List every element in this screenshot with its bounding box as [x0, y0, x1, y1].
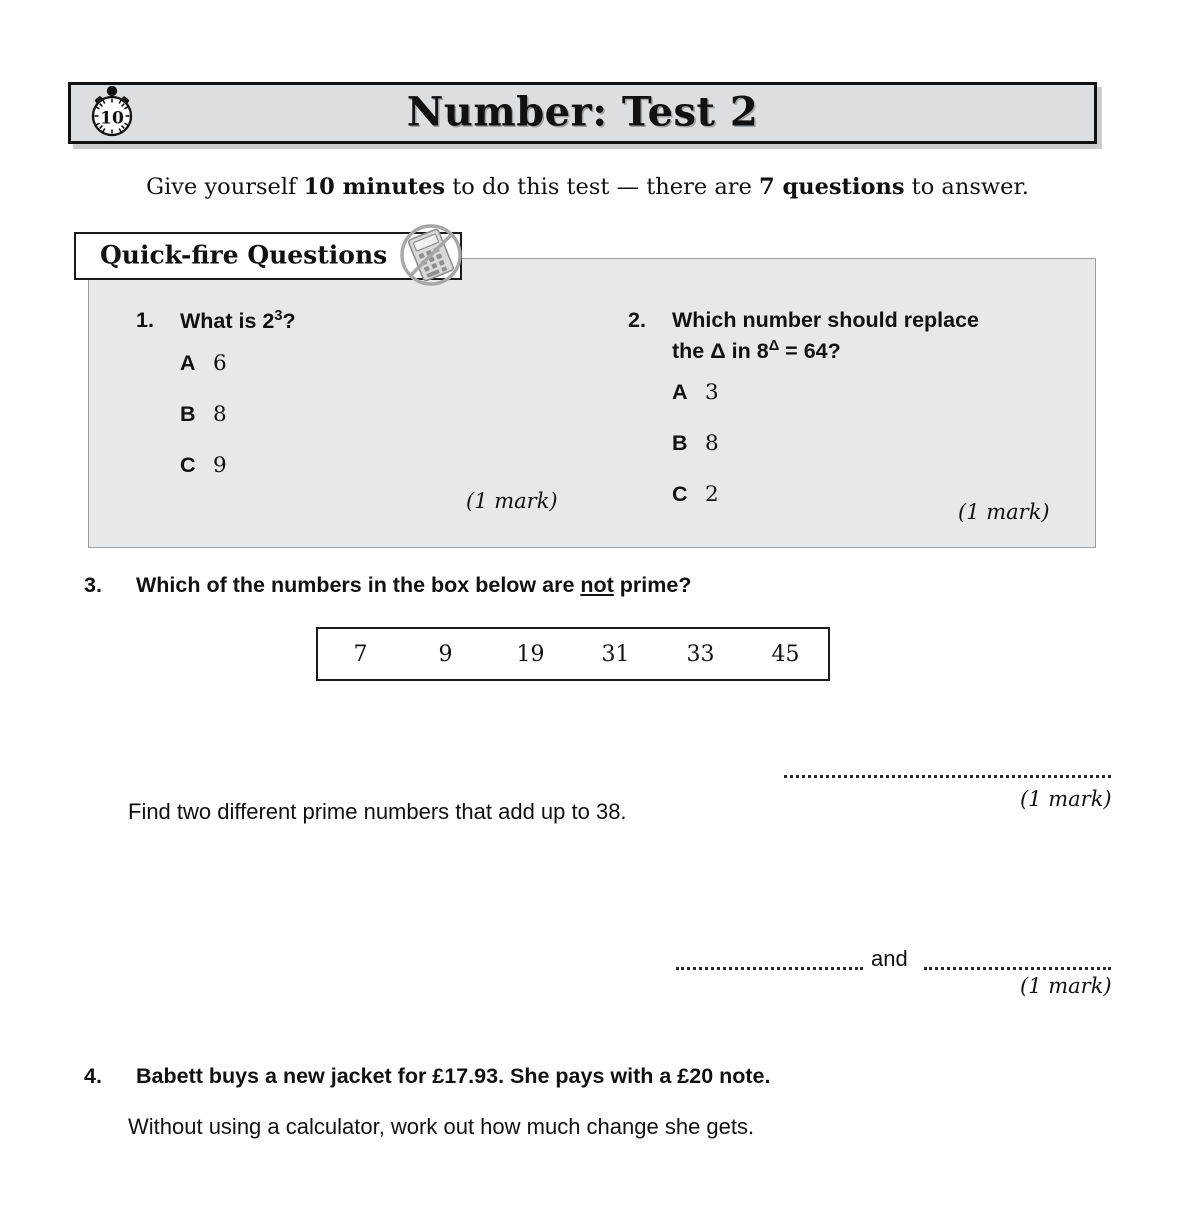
question-2-mark: (1 mark) — [958, 500, 1050, 524]
question-3-mark-a: (1 mark) — [1020, 787, 1112, 811]
question-3b-answer-line-2[interactable] — [924, 967, 1111, 970]
question-3-stem-prefix: Which of the numbers in the box below are — [136, 573, 581, 597]
option-letter: C — [672, 482, 688, 507]
option-row[interactable] — [672, 380, 1058, 405]
option-value: 2 — [705, 482, 719, 508]
question-1-mark: (1 mark) — [466, 489, 558, 513]
question-2-options — [672, 380, 1058, 507]
question-1-stem-prefix: What is 2 — [180, 309, 275, 334]
number-box-cell: 33 — [686, 641, 715, 667]
option-value: 8 — [213, 401, 227, 427]
number-box-cell: 9 — [438, 641, 453, 667]
question-2-header — [628, 306, 1058, 366]
option-value: 3 — [705, 380, 719, 406]
page-title: Number: Test 2 — [406, 88, 759, 136]
question-3-header — [84, 573, 691, 598]
question-1-stem — [180, 306, 296, 337]
question-1-exponent: 3 — [274, 308, 283, 324]
test-title-bar — [68, 82, 1097, 144]
question-2-stem-line2-prefix: the Δ in 8 — [672, 338, 769, 363]
question-2-number: 2. — [628, 308, 646, 332]
question-1-number: 1. — [136, 308, 154, 332]
option-letter: A — [180, 350, 196, 375]
number-box-cell: 19 — [516, 641, 545, 667]
option-row[interactable] — [180, 402, 556, 427]
question-3-number: 3. — [84, 573, 102, 597]
option-row[interactable] — [672, 431, 1058, 456]
option-value: 8 — [705, 431, 719, 457]
number-box-cell: 45 — [771, 641, 800, 667]
question-3-stem — [136, 573, 691, 598]
question-4-subprompt: Without using a calculator, work out how much change she gets. — [128, 1114, 755, 1139]
question-2-stem-line2-suffix: = 64? — [779, 338, 841, 363]
option-letter: C — [180, 452, 196, 477]
question-3-mark-b: (1 mark) — [1020, 974, 1112, 998]
stopwatch-minutes-label: 10 — [100, 108, 124, 129]
question-3-stem-emphasis: not — [580, 573, 614, 597]
option-row[interactable] — [180, 351, 556, 376]
option-letter: A — [672, 380, 688, 405]
question-1 — [136, 306, 556, 504]
number-box-cell: 7 — [353, 641, 368, 667]
question-4-header — [84, 1064, 771, 1089]
option-value: 6 — [213, 350, 227, 376]
instruction-line — [0, 174, 1175, 200]
question-1-stem-suffix: ? — [282, 309, 296, 334]
intro-part-3: to answer. — [904, 174, 1029, 200]
intro-part-1: Give yourself — [146, 174, 304, 200]
question-4-number: 4. — [84, 1064, 102, 1088]
number-box-cell: 31 — [601, 641, 630, 667]
option-value: 9 — [213, 452, 227, 478]
question-3b-prompt: Find two different prime numbers that add up to 38. — [128, 799, 627, 824]
option-row[interactable] — [180, 453, 556, 478]
quick-fire-label: Quick-fire Questions — [100, 240, 388, 270]
question-3-stem-suffix: prime? — [613, 573, 692, 597]
question-2-exponent: Δ — [768, 337, 780, 354]
question-1-header — [136, 306, 556, 337]
intro-questions: 7 questions — [758, 174, 905, 200]
question-3-answer-line[interactable] — [784, 775, 1111, 778]
option-letter: B — [180, 401, 196, 426]
intro-part-2: to do this test — there are — [445, 174, 759, 200]
question-3b-answer-line-1[interactable] — [676, 967, 863, 970]
option-letter: B — [672, 431, 688, 456]
question-2-stem-line1: Which number should replace — [672, 308, 980, 332]
no-calculator-icon — [394, 221, 468, 291]
number-box — [316, 627, 830, 681]
question-2-stem — [672, 306, 979, 366]
question-4-stem: Babett buys a new jacket for £17.93. She pays with a £20 note. — [136, 1064, 771, 1088]
quick-fire-tab — [74, 232, 462, 280]
question-1-options — [180, 351, 556, 478]
intro-minutes: 10 minutes — [303, 174, 446, 200]
question-3b-conjunction: and — [871, 946, 908, 971]
